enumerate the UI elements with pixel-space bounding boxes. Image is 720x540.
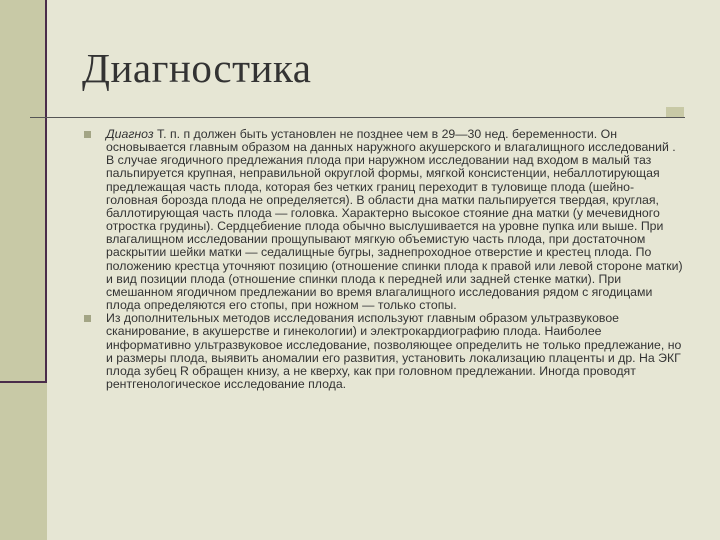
title-rule-accent — [666, 107, 684, 117]
slide-content — [84, 128, 684, 391]
left-horizontal-rule — [0, 381, 47, 383]
bullet-item-diagnosis — [84, 128, 684, 312]
bullet-square-icon — [84, 315, 91, 322]
item-lead: Диагноз — [106, 127, 154, 141]
left-vertical-rule — [45, 0, 47, 382]
bullet-item-additional-methods — [84, 312, 684, 391]
slide-title: Диагностика — [82, 45, 312, 91]
title-underline — [30, 117, 685, 118]
left-decorative-band — [0, 0, 47, 540]
item-text: Т. п. п должен быть установлен не позднее чем в 29—30 нед. беременности. Он основывается главным образом на данных наружного акушерского и влагалищного исследований . В случае ягодичного предлежания плода при наружном исследовании над входом в малый таз пальпируется крупная, неправильной округлой формы, мягкой консистенции, небаллотирующая предлежащая часть плода, которая без четких границ переходит в туловище плода (шейно-головная борозда плода не определяется). В области дна матки пальпируется твердая, круглая, баллотирующая часть плода — головка. Характерно высокое стояние дна матки (у мечевидного отростка грудины). Сердцебиение плода обычно выслушивается на уровне пупка или выше. При влагалищном исследовании прощупывают мягкую объемистую часть плода, при достаточном раскрытии шейки матки — седалищные бугры, заднепроходное отверстие и крестец плода. По положению крестца уточняют позицию (отношение спинки плода к правой или левой стороне матки) и вид позиции плода (отношение спинки плода к передней или задней стенке матки). При смешанном ягодичном предлежании во время влагалищного исследования рядом с ягодицами плода определяются его стопы, при ножном — только стопы. — [106, 127, 683, 313]
bullet-square-icon — [84, 131, 91, 138]
item-text: Из дополнительных методов исследования используют главным образом ультразвуковое сканирование, в акушерстве и гинекологии) и электрокардиографию плода. Наиболее информативно ультразвуковое исследование, позволяющее определить не только предлежание, но и размеры плода, выявить аномалии его развития, установить локализацию плаценты и др. На ЭКГ плода зубец R обращен книзу, а не кверху, как при головном предлежании. Иногда проводят рентгенологическое исследование плода. — [106, 311, 682, 391]
